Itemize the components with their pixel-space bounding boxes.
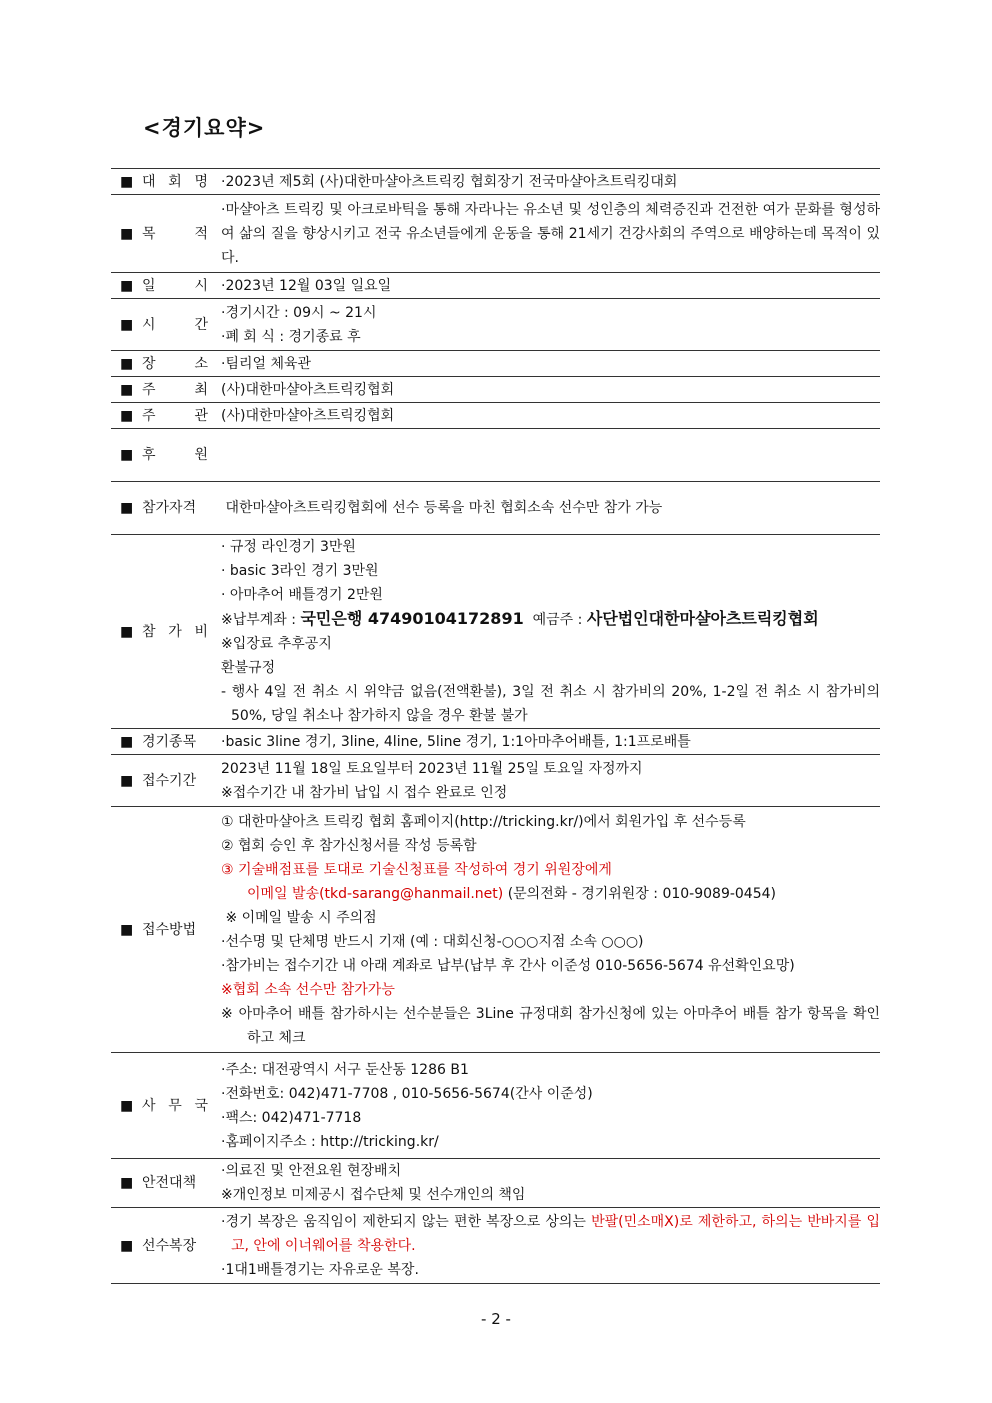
office-fax: ·팩스: 042)471-7718: [221, 1109, 362, 1126]
bullet-square-icon: ■: [120, 316, 134, 333]
method-step: ① 대한마샬아츠 트릭킹 협회 홈페이지(http://tricking.kr/)에서 회원가입 후 선수등록: [221, 813, 746, 830]
row-value: ※접수기간 내 참가비 납입 시 접수 완료로 인정: [221, 784, 508, 801]
bullet-square-icon: ■: [120, 407, 134, 424]
bullet-square-icon: ■: [120, 500, 134, 516]
method-step: ② 협회 승인 후 참가신청서를 작성 등록함: [221, 837, 477, 854]
row-value: ·폐 회 식 : 경기종료 후: [221, 328, 361, 345]
row-label: 안전대책: [142, 1175, 197, 1191]
method-step: ③ 기술배점표를 토대로 기술신청표를 작성하여 경기 위원장에게: [221, 861, 612, 878]
row-label: 접수방법: [142, 921, 197, 938]
row-label: 대 회 명: [142, 173, 208, 190]
bank-account-line: [221, 607, 880, 632]
method-note: ※협회 소속 선수만 참가가능: [221, 981, 395, 998]
refund-policy: - 행사 4일 전 취소 시 위약금 없음(전액환불), 3일 전 취소 시 참가비의 20%, 1-2일 전 취소 시 참가비의 50%, 당일 취소나 참가하지 않을 경우 환불 불가: [221, 684, 880, 724]
bullet-square-icon: ■: [120, 623, 134, 640]
bullet-square-icon: ■: [120, 277, 134, 294]
account-label: ※납부계좌 :: [221, 612, 301, 628]
row-label: 시 간: [142, 316, 208, 333]
row-fee: [111, 535, 880, 729]
row-events: [111, 729, 880, 755]
row-value: ·2023년 제5회 (사)대한마샬아츠트릭킹 협회장기 전국마샬아츠트릭킹대회: [221, 173, 678, 190]
row-value: ·경기시간 : 09시 ~ 21시: [221, 304, 377, 321]
office-address: ·주소: 대전광역시 서구 둔산동 1286 B1: [221, 1061, 469, 1078]
row-registration-method: [111, 807, 880, 1053]
row-venue: [111, 351, 880, 377]
row-value: ·마샬아츠 트릭킹 및 아크로바틱을 통해 자라나는 유소년 및 성인층의 체력증진과 건전한 여가 문화를 형성하여 삶의 질을 향상시키고 전국 유소년들에게 운동을 통해 21세기 건강사회의 주역으로 배양하는데 목적이 있다.: [221, 201, 880, 266]
row-value: ·의료진 및 안전요원 현장배치: [221, 1163, 402, 1179]
account-holder: 사단법인대한마샬아츠트릭킹협회: [586, 609, 819, 628]
bullet-square-icon: ■: [120, 733, 134, 750]
row-label: 목 적: [142, 225, 208, 242]
office-homepage: ·홈페이지주소 : http://tricking.kr/: [221, 1133, 439, 1150]
bullet-square-icon: ■: [120, 1097, 134, 1114]
row-label: 접수기간: [142, 772, 197, 789]
row-value: ·팀리얼 체육관: [221, 355, 312, 372]
row-label: 경기종목: [142, 733, 197, 750]
row-label: 참가자격: [142, 500, 197, 516]
bullet-square-icon: ■: [120, 225, 134, 242]
row-attire: [111, 1208, 880, 1284]
row-organizer: [111, 403, 880, 429]
bullet-square-icon: ■: [120, 921, 134, 938]
fee-line: · 규정 라인경기 3만원: [221, 539, 356, 555]
row-label: 참 가 비: [142, 623, 208, 640]
method-note: ※ 아마추어 배틀 참가하시는 선수분들은 3Line 규정대회 참가신청에 있는 아마추어 배틀 참가 항목을 확인하고 체크: [221, 1005, 880, 1046]
office-phone: ·전화번호: 042)471-7708 , 010-5656-5674(간사 이준성): [221, 1085, 593, 1102]
page-title: <경기요약>: [143, 116, 266, 140]
row-value: (사)대한마샬아츠트릭킹협회: [221, 381, 395, 398]
fee-line: · basic 3라인 경기 3만원: [221, 563, 379, 579]
attire-rule-highlight: 반팔(민소매X)로 제한하고, 하의는 반바지를 입고, 안에 이너웨어를 착용한다.: [231, 1213, 880, 1254]
fee-line: · 아마추어 배틀경기 2만원: [221, 587, 383, 603]
row-date: [111, 273, 880, 299]
bullet-square-icon: ■: [120, 355, 134, 372]
row-label: 선수복장: [142, 1237, 197, 1254]
method-note: ·선수명 및 단체명 반드시 기재 (예 : 대회신청-○○○지점 소속 ○○○): [221, 933, 644, 950]
method-note: ※ 이메일 발송 시 주의점: [221, 909, 377, 926]
row-value: 2023년 11월 18일 토요일부터 2023년 11월 25일 토요일 자정까지: [221, 760, 643, 777]
attire-rule-text: ·경기 복장은 움직임이 제한되지 않는 편한 복장으로 상의는: [221, 1213, 592, 1230]
row-label: 장 소: [142, 355, 208, 372]
row-safety: [111, 1159, 880, 1208]
bullet-square-icon: ■: [120, 1237, 134, 1254]
row-value: ·basic 3line 경기, 3line, 4line, 5line 경기, 1:1아마추어배틀, 1:1프로배틀: [221, 733, 691, 750]
email-address: 이메일 발송(tkd-sarang@hanmail.net): [247, 885, 504, 902]
attire-battle: ·1대1배틀경기는 자유로운 복장.: [221, 1261, 419, 1278]
row-label: 후 원: [142, 447, 208, 463]
row-label: 주 최: [142, 381, 208, 398]
page-number: - 2 -: [481, 1310, 511, 1328]
row-label: 사 무 국: [142, 1097, 208, 1114]
bullet-square-icon: ■: [120, 173, 134, 190]
contact-phone: (문의전화 - 경기위원장 : 010-9089-0454): [503, 885, 776, 902]
email-line: [221, 882, 880, 906]
row-value: ·2023년 12월 03일 일요일: [221, 277, 392, 294]
row-registration-period: [111, 755, 880, 807]
bullet-square-icon: ■: [120, 447, 134, 463]
row-eligibility: [111, 482, 880, 535]
row-purpose: [111, 195, 880, 273]
summary-table: [111, 168, 880, 1284]
row-label: 주 관: [142, 407, 208, 424]
refund-title: 환불규정: [221, 660, 276, 676]
bullet-square-icon: ■: [120, 1175, 134, 1191]
bullet-square-icon: ■: [120, 772, 134, 789]
row-host: [111, 377, 880, 403]
row-value: (사)대한마샬아츠트릭킹협회: [221, 407, 395, 424]
method-note: ·참가비는 접수기간 내 아래 계좌로 납부(납부 후 간사 이준성 010-5656-5674 유선확인요망): [221, 957, 795, 974]
holder-label: 예금주 :: [523, 612, 587, 628]
row-sponsor: [111, 429, 880, 482]
row-label: 일 시: [142, 277, 208, 294]
row-value: 대한마샬아츠트릭킹협회에 선수 등록을 마친 협회소속 선수만 참가 가능: [221, 500, 663, 516]
row-office: [111, 1053, 880, 1159]
attire-rule: [221, 1210, 880, 1258]
row-event-name: [111, 169, 880, 195]
fee-line: ※입장료 추후공지: [221, 636, 332, 652]
row-time: [111, 299, 880, 351]
row-value: ※개인정보 미제공시 접수단체 및 선수개인의 책임: [221, 1187, 526, 1203]
account-number: 국민은행 47490104172891: [300, 609, 524, 628]
bullet-square-icon: ■: [120, 381, 134, 398]
